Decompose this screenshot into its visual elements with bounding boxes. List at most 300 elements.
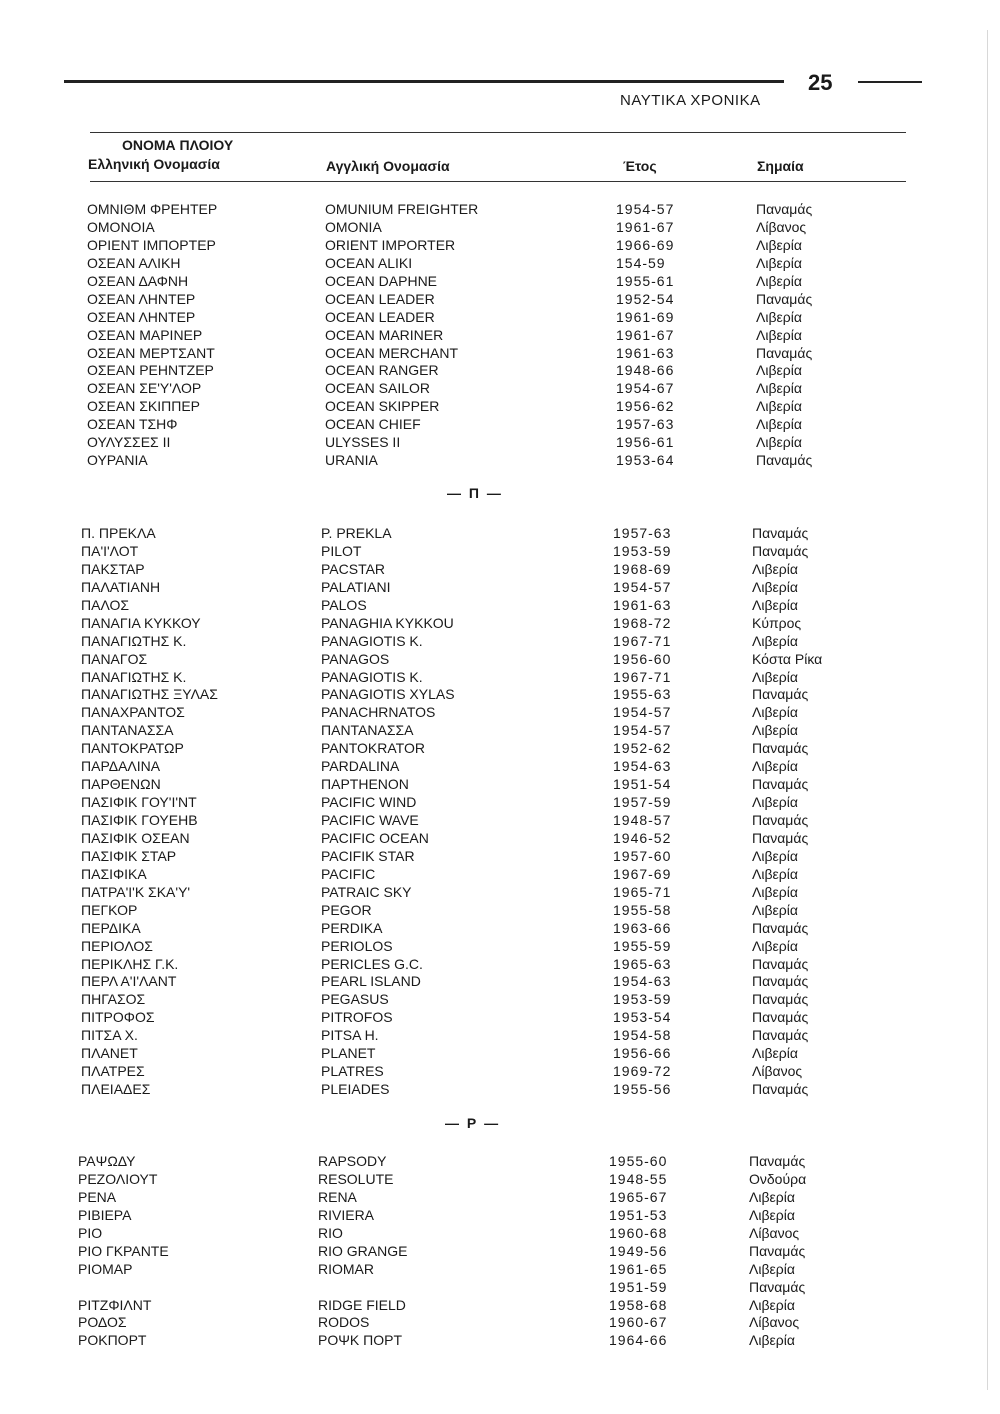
ship-name-greek: ΡΕΝΑ xyxy=(78,1188,117,1205)
ship-name-english: PEGOR xyxy=(321,901,372,918)
ship-name-english: PALOS xyxy=(321,596,367,613)
flag-country: Λιβερία xyxy=(756,254,802,271)
ship-name-english: PEGASUS xyxy=(321,991,389,1008)
flag-country: Παναμάς xyxy=(752,776,809,793)
years-active: 1957-63 xyxy=(613,525,672,541)
ship-name-greek: ΟΥΡΑΝΙΑ xyxy=(87,452,148,469)
flag-country: Παναμάς xyxy=(752,740,809,757)
table-row xyxy=(0,255,1000,273)
ship-name-english: OCEAN MARINER xyxy=(325,326,444,343)
ship-name-english: PANAGOS xyxy=(321,650,390,667)
ship-name-greek: ΟΣΕΑΝ ΜΕΡΤΣΑΝΤ xyxy=(87,344,215,361)
table-row xyxy=(0,1297,1000,1315)
ship-name-greek: ΡΑΨΩΔΥ xyxy=(78,1153,136,1169)
flag-country: Λιβερία xyxy=(749,1332,795,1349)
flag-country: Λιβερία xyxy=(752,560,798,577)
flag-country: Παναμάς xyxy=(752,686,809,703)
ship-name-greek: ΠΙΤΣΑ Χ. xyxy=(81,1027,138,1044)
column-header-english: Αγγλική Ονομασία xyxy=(326,158,450,174)
ship-name-english: OCEAN LEADER xyxy=(325,290,435,307)
flag-country: Λιβερία xyxy=(756,272,802,289)
years-active: 1957-63 xyxy=(616,416,675,433)
table-row xyxy=(0,1314,1000,1332)
flag-country: Λιβερία xyxy=(752,883,798,900)
ship-name-english: OMUNIUM FREIGHTER xyxy=(325,201,479,217)
table-row xyxy=(0,866,1000,884)
flag-country: Παναμάς xyxy=(752,1009,809,1026)
flag-country: Παναμάς xyxy=(752,991,809,1008)
years-active: 1954-63 xyxy=(613,758,672,775)
header-rule-right xyxy=(858,81,922,83)
years-active: 1954-58 xyxy=(613,1027,672,1044)
ship-name-greek: ΠΑ'Ι'ΛΟΤ xyxy=(81,542,139,559)
table-row xyxy=(0,398,1000,416)
table-row xyxy=(0,848,1000,866)
ship-name-english: OCEAN SKIPPER xyxy=(325,398,440,415)
flag-country: Παναμάς xyxy=(756,452,813,469)
ship-name-greek: ΠΑΣΙΦΙΚΑ xyxy=(81,865,147,882)
ship-name-english: RIO GRANGE xyxy=(318,1242,408,1259)
ship-name-english: PALATIANI xyxy=(321,578,391,595)
table-row xyxy=(0,902,1000,920)
table-row xyxy=(0,1207,1000,1225)
flag-country: Παναμάς xyxy=(752,829,809,846)
table-row xyxy=(0,615,1000,633)
flag-country: Λιβερία xyxy=(756,380,802,397)
flag-country: Παναμάς xyxy=(752,542,809,559)
ship-name-greek: ΠΕΡΙΟΛΟΣ xyxy=(81,937,153,954)
ship-name-greek: ΠΑΚΣΤΑΡ xyxy=(81,560,145,577)
ship-name-english: PILOT xyxy=(321,542,362,559)
ship-name-greek: ΡΟΔΟΣ xyxy=(78,1314,127,1331)
years-active: 1961-67 xyxy=(616,326,675,343)
ship-name-greek: ΠΑΛΑΤΙΑΝΗ xyxy=(81,578,161,595)
flag-country: Λιβερία xyxy=(752,722,798,739)
years-active: 1955-63 xyxy=(613,686,672,703)
ship-name-english: PITROFOS xyxy=(321,1009,393,1026)
flag-country: Λιβερία xyxy=(752,668,798,685)
ship-name-english: PACIFIC WAVE xyxy=(321,812,419,828)
ship-name-english: PACSTAR xyxy=(321,560,386,577)
ship-name-greek: ΠΑΝΑΓΟΣ xyxy=(81,650,148,667)
years-active: 154-59 xyxy=(616,254,666,271)
ship-name-greek: ΠΑΝΤΑΝΑΣΣΑ xyxy=(81,722,174,739)
table-row xyxy=(0,309,1000,327)
table-row xyxy=(0,812,1000,830)
years-active: 1960-67 xyxy=(609,1314,668,1331)
table-row xyxy=(0,1045,1000,1063)
ship-name-greek: ΠΑΡΘΕΝΩΝ xyxy=(81,776,161,793)
table-row xyxy=(0,938,1000,956)
flag-country: Λιβερία xyxy=(752,901,798,918)
years-active: 1955-59 xyxy=(613,937,672,954)
table-row xyxy=(0,561,1000,579)
ship-name-greek: ΟΣΕΑΝ ΡΕΗΝΤΖΕΡ xyxy=(87,362,214,379)
ship-name-english: ULYSSES II xyxy=(325,434,401,451)
table-row xyxy=(0,633,1000,651)
table-header-rule xyxy=(90,181,906,182)
ship-name-english: ΠΑΝΤΑΝΑΣΣΑ xyxy=(321,722,414,739)
ship-name-english: RENA xyxy=(318,1188,357,1205)
years-active: 1954-57 xyxy=(616,201,675,217)
ship-name-greek: ΟΣΕΑΝ ΣΕ'Υ'ΛΟΡ xyxy=(87,380,202,397)
ship-name-english: PACIFIC WIND xyxy=(321,794,417,811)
ship-name-greek: ΟΜΝΙΘΜ ΦΡΕΗΤΕΡ xyxy=(87,201,218,217)
table-row xyxy=(0,686,1000,704)
ship-name-greek: ΟΣΕΑΝ ΔΑΦΝΗ xyxy=(87,272,189,289)
ship-name-english: RODOS xyxy=(318,1314,370,1331)
years-active: 1965-71 xyxy=(613,883,672,900)
flag-country: Λιβερία xyxy=(749,1188,795,1205)
ship-name-greek: ΡΙΟΜΑΡ xyxy=(78,1260,133,1277)
ship-name-greek: ΠΑΛΟΣ xyxy=(81,596,130,613)
journal-title: ΝΑΥΤΙΚΑ ΧΡΟΝΙΚΑ xyxy=(620,92,761,109)
ship-name-english: OCEAN SAILOR xyxy=(325,380,431,397)
years-active: 1960-68 xyxy=(609,1224,668,1241)
table-row xyxy=(0,1027,1000,1045)
column-group-title: ΟΝΟΜΑ ΠΛΟΙΟΥ xyxy=(122,137,234,153)
flag-country: Λίβανος xyxy=(749,1314,800,1331)
flag-country: Λίβανος xyxy=(756,218,807,235)
flag-country: Λιβερία xyxy=(752,596,798,613)
ship-name-english: PANTOKRATOR xyxy=(321,740,425,757)
years-active: 1955-61 xyxy=(616,272,675,289)
ship-name-english: RIOMAR xyxy=(318,1260,374,1277)
ship-name-greek: ΠΑΝΑΧΡΑΝΤΟΣ xyxy=(81,704,185,721)
flag-country: Λιβερία xyxy=(752,937,798,954)
years-active: 1967-71 xyxy=(613,668,672,685)
ship-name-greek: ΠΑΝΑΓΙΩΤΗΣ ΞΥΛΑΣ xyxy=(81,686,218,703)
ship-name-english: OCEAN RANGER xyxy=(325,362,439,379)
table-row xyxy=(0,1261,1000,1279)
table-row xyxy=(0,219,1000,237)
table-row xyxy=(0,1153,1000,1171)
ship-name-greek: ΡΙΒΙΕΡΑ xyxy=(78,1206,132,1223)
years-active: 1953-59 xyxy=(613,991,672,1008)
table-row xyxy=(0,452,1000,470)
table-row xyxy=(0,1171,1000,1189)
ship-name-greek: ΠΙΤΡΟΦΟΣ xyxy=(81,1009,155,1026)
ship-name-english: RIVIERA xyxy=(318,1206,375,1223)
flag-country: Λιβερία xyxy=(749,1296,795,1313)
flag-country: Λιβερία xyxy=(756,434,802,451)
ship-name-greek: ΠΑΤΡΑ'Ι'Κ ΣΚΑ'Υ' xyxy=(81,883,191,900)
flag-country: Λιβερία xyxy=(752,1045,798,1062)
ship-name-english: OCEAN DAPHNE xyxy=(325,272,438,289)
flag-country: Παναμάς xyxy=(756,201,813,217)
years-active: 1969-72 xyxy=(613,1063,672,1080)
years-active: 1955-58 xyxy=(613,901,672,918)
ship-name-english: OCEAN ALIKI xyxy=(325,254,413,271)
flag-country: Λιβερία xyxy=(752,794,798,811)
column-header-year: Έτος xyxy=(623,158,657,174)
ship-name-english: ORIENT IMPORTER xyxy=(325,236,456,253)
table-row xyxy=(0,973,1000,991)
ship-name-english: PATRAIC SKY xyxy=(321,883,412,900)
table-row xyxy=(0,434,1000,452)
table-row xyxy=(0,740,1000,758)
ship-name-greek: ΠΕΡΔΙΚΑ xyxy=(81,919,141,936)
table-row xyxy=(0,722,1000,740)
table-row xyxy=(0,579,1000,597)
ship-name-greek: ΟΣΕΑΝ ΤΣΗΦ xyxy=(87,416,178,433)
years-active: 1951-59 xyxy=(609,1278,668,1295)
ship-name-english: PERIOLOS xyxy=(321,937,393,954)
table-row xyxy=(0,920,1000,938)
ship-name-greek: ΡΙΟ xyxy=(78,1224,103,1241)
flag-country: Παναμάς xyxy=(756,290,813,307)
flag-country: Λιβερία xyxy=(752,847,798,864)
ship-name-english: PACIFIK STAR xyxy=(321,847,415,864)
ship-name-greek: ΠΕΡΛ Α'Ι'ΛΑΝΤ xyxy=(81,973,177,990)
flag-country: Παναμάς xyxy=(756,344,813,361)
section-p xyxy=(0,525,1000,1099)
flag-country: Λιβερία xyxy=(756,308,802,325)
ship-name-english: OCEAN CHIEF xyxy=(325,416,421,433)
years-active: 1956-66 xyxy=(613,1045,672,1062)
flag-country: Λιβερία xyxy=(756,398,802,415)
table-row xyxy=(0,884,1000,902)
years-active: 1961-65 xyxy=(609,1260,668,1277)
years-active: 1956-61 xyxy=(616,434,675,451)
flag-country: Παναμάς xyxy=(749,1278,806,1295)
ship-name-english: PANAGIOTIS XYLAS xyxy=(321,686,455,703)
years-active: 1952-54 xyxy=(616,290,675,307)
table-row xyxy=(0,273,1000,291)
table-row xyxy=(0,1332,1000,1350)
flag-country: Λιβερία xyxy=(752,865,798,882)
table-row xyxy=(0,669,1000,687)
flag-country: Λιβερία xyxy=(756,236,802,253)
ship-name-greek: ΠΑΡΔΑΛΙΝΑ xyxy=(81,758,161,775)
ship-name-greek: ΟΣΕΑΝ ΛΗΝΤΕΡ xyxy=(87,290,196,307)
ship-name-english: RIDGE FIELD xyxy=(318,1296,406,1313)
ship-name-english: RESOLUTE xyxy=(318,1170,394,1187)
ship-name-english: PEARL ISLAND xyxy=(321,973,421,990)
years-active: 1948-55 xyxy=(609,1170,668,1187)
ship-name-greek: ΠΗΓΑΣΟΣ xyxy=(81,991,146,1008)
ship-name-greek: ΡΟΚΠΟΡΤ xyxy=(78,1332,147,1349)
flag-country: Λιβερία xyxy=(749,1206,795,1223)
section-heading-p: — Π — xyxy=(447,485,503,501)
ship-name-english: PARDALINA xyxy=(321,758,400,775)
flag-country: Λιβερία xyxy=(749,1260,795,1277)
page-number: 25 xyxy=(808,70,833,95)
table-row xyxy=(0,1063,1000,1081)
years-active: 1948-66 xyxy=(616,362,675,379)
years-active: 1967-69 xyxy=(613,865,672,882)
years-active: 1965-63 xyxy=(613,955,672,972)
ship-name-greek: ΡΙΤΖΦΙΛΝΤ xyxy=(78,1296,152,1313)
ship-name-english: PACIFIC OCEAN xyxy=(321,829,429,846)
ship-name-english: PACIFIC xyxy=(321,865,376,882)
years-active: 1963-66 xyxy=(613,919,672,936)
flag-country: Παναμάς xyxy=(749,1242,806,1259)
ship-name-greek: ΟΣΕΑΝ ΣΚΙΠΠΕΡ xyxy=(87,398,200,415)
years-active: 1956-62 xyxy=(616,398,675,415)
ship-name-english: URANIA xyxy=(325,452,378,469)
flag-country: Λιβερία xyxy=(756,416,802,433)
table-row xyxy=(0,1279,1000,1297)
table-row xyxy=(0,291,1000,309)
ship-name-english: OMONIA xyxy=(325,218,382,235)
ship-name-english: PITSA H. xyxy=(321,1027,379,1044)
column-header-flag: Σημαία xyxy=(757,158,804,174)
years-active: 1946-52 xyxy=(613,829,672,846)
years-active: 1968-69 xyxy=(613,560,672,577)
years-active: 1949-56 xyxy=(609,1242,668,1259)
table-row xyxy=(0,794,1000,812)
flag-country: Παναμάς xyxy=(749,1153,806,1169)
table-row xyxy=(0,327,1000,345)
years-active: 1964-66 xyxy=(609,1332,668,1349)
ship-name-greek: ΡΙΟ ΓΚΡΑΝΤΕ xyxy=(78,1242,169,1259)
section-r xyxy=(0,1153,1000,1350)
years-active: 1953-64 xyxy=(616,452,675,469)
ship-name-greek: ΠΑΣΙΦΙΚ ΣΤΑΡ xyxy=(81,847,177,864)
ship-name-greek: ΠΑΣΙΦΙΚ ΓΟΥΕΗΒ xyxy=(81,812,198,828)
ship-name-greek: ΠΛΑΤΡΕΣ xyxy=(81,1063,145,1080)
ship-name-english: RAPSODY xyxy=(318,1153,387,1169)
ship-name-english: PLANET xyxy=(321,1045,376,1062)
table-row xyxy=(0,543,1000,561)
table-row xyxy=(0,237,1000,255)
ship-name-english: RIO xyxy=(318,1224,343,1241)
years-active: 1955-56 xyxy=(613,1081,672,1098)
flag-country: Παναμάς xyxy=(752,1027,809,1044)
flag-country: Λιβερία xyxy=(756,362,802,379)
years-active: 1954-57 xyxy=(613,578,672,595)
flag-country: Λίβανος xyxy=(752,1063,803,1080)
table-row xyxy=(0,416,1000,434)
table-row xyxy=(0,362,1000,380)
ship-name-english: PERDIKA xyxy=(321,919,383,936)
years-active: 1957-60 xyxy=(613,847,672,864)
flag-country: Ονδούρα xyxy=(749,1170,807,1187)
years-active: 1953-59 xyxy=(613,542,672,559)
table-row xyxy=(0,758,1000,776)
years-active: 1951-53 xyxy=(609,1206,668,1223)
ship-name-greek: ΟΥΛΥΣΣΕΣ ΙΙ xyxy=(87,434,171,451)
years-active: 1956-60 xyxy=(613,650,672,667)
flag-country: Παναμάς xyxy=(752,955,809,972)
years-active: 1955-60 xyxy=(609,1153,668,1169)
ship-name-greek: ΟΡΙΕΝΤ ΙΜΠΟΡΤΕΡ xyxy=(87,236,216,253)
table-row xyxy=(0,201,1000,219)
ship-name-english: PANAGHIA KYKKOU xyxy=(321,614,454,631)
flag-country: Λίβανος xyxy=(749,1224,800,1241)
years-active: 1965-67 xyxy=(609,1188,668,1205)
ship-name-greek: ΟΣΕΑΝ ΑΛΙΚΗ xyxy=(87,254,181,271)
ship-name-greek: ΡΕΖΟΛΙΟΥΤ xyxy=(78,1170,158,1187)
table-row xyxy=(0,651,1000,669)
flag-country: Λιβερία xyxy=(752,758,798,775)
years-active: 1954-57 xyxy=(613,704,672,721)
ship-name-greek: ΟΣΕΑΝ ΜΑΡΙΝΕΡ xyxy=(87,326,203,343)
years-active: 1961-67 xyxy=(616,218,675,235)
ship-name-english: PLATRES xyxy=(321,1063,384,1080)
ship-name-english: PERICLES G.C. xyxy=(321,955,423,972)
ship-name-english: PANACHRNATOS xyxy=(321,704,436,721)
header-rule xyxy=(64,80,784,83)
ship-name-greek: ΠΛΑΝΕΤ xyxy=(81,1045,138,1062)
ship-name-greek: ΠΑΣΙΦΙΚ ΟΣΕΑΝ xyxy=(81,829,190,846)
ship-name-greek: ΠΑΝΑΓΙΑ ΚΥΚΚΟΥ xyxy=(81,614,201,631)
ship-name-english: OCEAN LEADER xyxy=(325,308,435,325)
table-row xyxy=(0,776,1000,794)
table-row xyxy=(0,1081,1000,1099)
flag-country: Λιβερία xyxy=(756,326,802,343)
table-row xyxy=(0,525,1000,543)
table-row xyxy=(0,704,1000,722)
ship-name-english: ΠΑΡTHENON xyxy=(321,776,409,793)
years-active: 1954-67 xyxy=(616,380,675,397)
years-active: 1953-54 xyxy=(613,1009,672,1026)
years-active: 1957-59 xyxy=(613,794,672,811)
flag-country: Λιβερία xyxy=(752,632,798,649)
flag-country: Παναμάς xyxy=(752,1081,809,1098)
flag-country: Λιβερία xyxy=(752,578,798,595)
ship-name-greek: ΠΕΡΙΚΛΗΣ Γ.Κ. xyxy=(81,955,179,972)
section-heading-r: — Ρ — xyxy=(445,1115,501,1131)
years-active: 1954-57 xyxy=(613,722,672,739)
table-row xyxy=(0,345,1000,363)
column-header-greek: Ελληνική Ονομασία xyxy=(88,156,220,172)
ship-name-greek: ΟΣΕΑΝ ΛΗΝΤΕΡ xyxy=(87,308,196,325)
years-active: 1961-63 xyxy=(613,596,672,613)
table-row xyxy=(0,956,1000,974)
flag-country: Παναμάς xyxy=(752,525,809,541)
years-active: 1958-68 xyxy=(609,1296,668,1313)
table-row xyxy=(0,991,1000,1009)
years-active: 1966-69 xyxy=(616,236,675,253)
flag-country: Λιβερία xyxy=(752,704,798,721)
years-active: 1961-63 xyxy=(616,344,675,361)
ship-name-greek: ΠΑΝΑΓΙΩΤΗΣ Κ. xyxy=(81,668,187,685)
years-active: 1961-69 xyxy=(616,308,675,325)
years-active: 1948-57 xyxy=(613,812,672,828)
ship-name-greek: ΠΑΝΤΟΚΡΑΤΩΡ xyxy=(81,740,184,757)
ship-name-greek: ΟΜΟΝΟΙΑ xyxy=(87,218,155,235)
ship-name-greek: ΠΕΓΚΟΡ xyxy=(81,901,138,918)
table-row xyxy=(0,1009,1000,1027)
table-row xyxy=(0,597,1000,615)
ship-name-greek: Π. ΠΡΕΚΛΑ xyxy=(81,525,156,541)
table-row xyxy=(0,830,1000,848)
ship-name-english: PLEIADES xyxy=(321,1081,390,1098)
flag-country: Παναμάς xyxy=(752,812,809,828)
flag-country: Παναμάς xyxy=(752,919,809,936)
ship-name-greek: ΠΑΝΑΓΙΩΤΗΣ Κ. xyxy=(81,632,187,649)
flag-country: Παναμάς xyxy=(752,973,809,990)
ship-name-greek: ΠΑΣΙΦΙΚ ΓΟΥ'Ι'ΝΤ xyxy=(81,794,197,811)
years-active: 1951-54 xyxy=(613,776,672,793)
ship-name-greek: ΠΛΕΙΑΔΕΣ xyxy=(81,1081,151,1098)
table-row xyxy=(0,1225,1000,1243)
table-top-rule xyxy=(90,132,906,133)
flag-country: Κόστα Ρίκα xyxy=(752,650,823,667)
years-active: 1952-62 xyxy=(613,740,672,757)
table-row xyxy=(0,1189,1000,1207)
section-o xyxy=(0,201,1000,470)
ship-name-english: PANAGIOTIS K. xyxy=(321,668,423,685)
table-row xyxy=(0,380,1000,398)
ship-name-english: P. PREKLA xyxy=(321,525,392,541)
ship-name-english: ΡΟΨΚ ΠΟΡΤ xyxy=(318,1332,403,1349)
years-active: 1954-63 xyxy=(613,973,672,990)
ship-name-english: PANAGIOTIS K. xyxy=(321,632,423,649)
flag-country: Κύπρος xyxy=(752,614,802,631)
